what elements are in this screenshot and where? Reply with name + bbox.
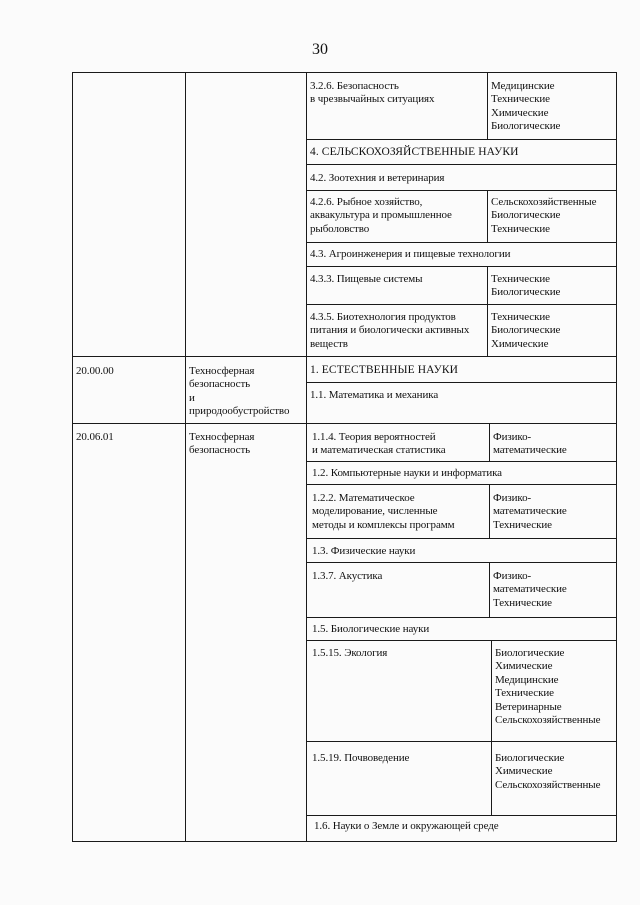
specialty-cell: 1.2.2. Математическое моделирование, численные методы и комплексы программ	[312, 492, 455, 531]
column-divider-3a	[487, 72, 488, 139]
science-fields-cell: Медицинские Технические Химические Биологические	[491, 80, 561, 133]
science-fields-cell: Технические Биологические Химические	[491, 311, 561, 350]
column-divider-2	[306, 72, 307, 842]
row-line	[306, 382, 617, 383]
row-line	[306, 139, 617, 140]
row-line	[306, 304, 617, 305]
science-fields-cell: Сельскохозяйственные Биологические Технические	[491, 196, 597, 235]
science-fields-cell: Биологические Химические Сельскохозяйственные	[495, 752, 601, 791]
page-number: 30	[312, 41, 328, 58]
row-line	[306, 617, 617, 618]
row-line-full	[72, 356, 617, 357]
direction-name: Техносферная безопасность и природообустройство	[189, 365, 290, 418]
table-border-right	[616, 72, 617, 842]
specialty-cell: 4.3.3. Пищевые системы	[310, 273, 423, 285]
column-divider-3f	[489, 562, 490, 617]
table-border-top	[72, 72, 617, 73]
table-border-bottom	[72, 841, 617, 842]
science-fields-cell: Физико- математические Технические	[493, 492, 567, 531]
row-line	[306, 562, 617, 563]
row-line	[306, 484, 617, 485]
column-divider-1	[185, 72, 186, 842]
section-heading: 4.3. Агроинженерия и пищевые технологии	[310, 248, 511, 260]
specialty-cell: 3.2.6. Безопасность в чрезвычайных ситуациях	[310, 80, 435, 106]
table-border-left	[72, 72, 73, 842]
science-fields-cell: Физико- математические	[493, 431, 567, 457]
section-heading: 1.3. Физические науки	[312, 545, 416, 557]
direction-code: 20.06.01	[76, 431, 114, 443]
direction-name: Техносферная безопасность	[189, 431, 255, 457]
row-line	[306, 815, 617, 816]
specialty-cell: 1.5.15. Экология	[312, 647, 388, 659]
specialty-cell: 1.1.4. Теория вероятностей и математическая статистика	[312, 431, 446, 457]
row-line	[306, 266, 617, 267]
row-line-full	[72, 423, 617, 424]
science-fields-cell: Биологические Химические Медицинские Технические Ветеринарные Сельскохозяйственные	[495, 647, 601, 727]
column-divider-3e	[489, 484, 490, 538]
section-heading: 1. ЕСТЕСТВЕННЫЕ НАУКИ	[310, 364, 458, 376]
section-heading: 1.6. Науки о Земле и окружающей среде	[314, 820, 499, 832]
row-line	[306, 538, 617, 539]
row-line	[306, 461, 617, 462]
specialty-cell: 1.5.19. Почвоведение	[312, 752, 410, 764]
section-heading: 1.5. Биологические науки	[312, 623, 430, 635]
row-line	[306, 164, 617, 165]
direction-code: 20.00.00	[76, 365, 114, 377]
science-fields-cell: Технические Биологические	[491, 273, 561, 299]
row-line	[306, 741, 617, 742]
column-divider-3g	[491, 640, 492, 815]
specialty-cell: 1.3.7. Акустика	[312, 570, 383, 582]
section-heading: 4.2. Зоотехния и ветеринария	[310, 172, 445, 184]
column-divider-3c	[487, 266, 488, 356]
section-heading: 1.2. Компьютерные науки и информатика	[312, 467, 502, 479]
specialty-cell: 4.3.5. Биотехнология продуктов питания и биологически активных веществ	[310, 311, 470, 350]
specialty-cell: 4.2.6. Рыбное хозяйство, аквакультура и промышленное рыболовство	[310, 196, 452, 235]
row-line	[306, 190, 617, 191]
column-divider-3d	[489, 423, 490, 461]
column-divider-3b	[487, 190, 488, 242]
science-fields-cell: Физико- математические Технические	[493, 570, 567, 609]
row-line	[306, 640, 617, 641]
section-heading: 1.1. Математика и механика	[310, 389, 439, 401]
row-line	[306, 242, 617, 243]
section-heading: 4. СЕЛЬСКОХОЗЯЙСТВЕННЫЕ НАУКИ	[310, 146, 519, 158]
